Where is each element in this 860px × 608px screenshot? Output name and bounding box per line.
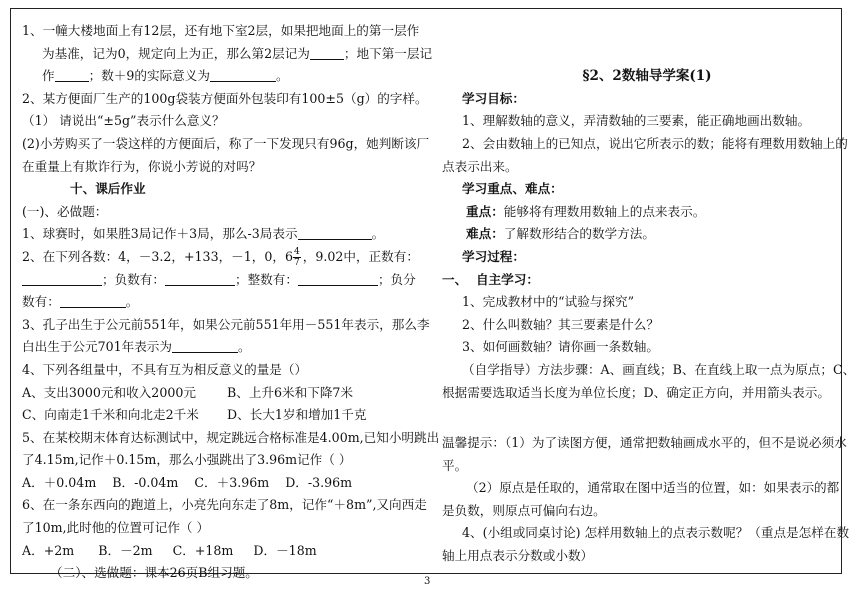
left-column	[22, 20, 440, 585]
answer-blank[interactable]	[210, 67, 276, 82]
guide-line2: 根据需要选取适当长度为单位长度；D、确定正方向，并用箭头表示。	[442, 384, 830, 400]
answer-blank[interactable]	[298, 271, 378, 286]
h2-text: 。	[125, 294, 139, 310]
goal-1: 1、理解数轴的意义，弄清数轴的三要素，能正确地画出数轴。	[462, 113, 811, 129]
answer-blank[interactable]	[172, 338, 238, 353]
tip-line1: 温馨提示：（1）为了读图方便，通常把数轴画成水平的，但不是说必须水	[442, 435, 847, 451]
difficulty-text: 了解数形结合的数学方法。	[503, 226, 655, 242]
q1-text: 为基准，记为0，规定向上为正，那么第2层记为	[42, 45, 310, 61]
h1-text: 。	[371, 226, 385, 242]
answer-blank[interactable]	[165, 271, 235, 286]
h3-line2	[22, 336, 427, 359]
h2-line1	[22, 246, 427, 269]
key-text: 能够将有理数用数轴上的点来表示。	[503, 203, 706, 219]
step-2: 2、什么叫数轴？其三要素是什么？	[462, 316, 659, 332]
tip-line3: （2）原点是任取的，通常取在图中适当的位置，如：如果表示的都	[466, 480, 840, 496]
h2-text: ，9.02中，正数有：	[302, 248, 419, 264]
process-label: 学习过程：	[462, 248, 525, 264]
step-3: 3、如何画数轴？请你画一条数轴。	[462, 339, 659, 355]
h2-text: 2、在下列各数：4，－3.2，+133，－1，0，6	[22, 248, 293, 264]
key-line	[442, 201, 852, 224]
h4-options-2	[22, 404, 427, 427]
q1-text: 。	[275, 68, 289, 84]
option-d: D、长大1岁和增加1千克	[227, 407, 367, 423]
homework-title: 十、课后作业	[70, 181, 146, 197]
q2-line3: (2)小芳购买了一袋这样的方便面后，称了一下发现只有96g，她判断该厂	[22, 135, 430, 151]
q1-text: ；地下第一层记	[343, 45, 433, 61]
q1-text: ；数＋9的实际意义为	[88, 68, 210, 84]
answer-blank[interactable]	[22, 271, 102, 286]
tip-line2: 平。	[442, 457, 468, 473]
goal-2a: 2、会由数轴上的已知点，说出它所表示的数；能将有理数用数轴上的	[462, 135, 848, 151]
tip-line4: 是负数，则原点可偏向右边。	[442, 502, 606, 518]
guide-line1: （自学指导）方法步骤：A、画直线；B、在直线上取一点为原点；C、	[462, 361, 856, 377]
h2-text: 数有：	[22, 294, 60, 310]
q2-line2: （1） 请说出“±5g”表示什么意义？	[22, 113, 225, 129]
fraction-denominator: 7	[294, 257, 300, 268]
goals-label: 学习目标：	[462, 90, 525, 106]
lesson-title: §2、2数轴导学案(1)	[582, 68, 712, 85]
q4-line1: 4、(小组或同桌讨论) 怎样用数轴上的点表示数呢？（重点是怎样在数	[462, 525, 850, 541]
answer-blank[interactable]	[310, 45, 344, 60]
self-study-heading: 一、 自主学习：	[442, 271, 539, 287]
part2-title: （二）、选做题：课本26页B组习题。	[50, 565, 258, 581]
q1-line2	[22, 43, 433, 66]
drawing-space[interactable]	[442, 404, 852, 432]
h3-text: 白出生于公元701年表示为	[22, 339, 172, 355]
fraction-numerator: 4	[294, 246, 300, 257]
h5-line2: 了4.15m,记作＋0.15m，那么小强跳出了3.96m记作（ ）	[22, 452, 352, 468]
h6-line1: 6、在一条东西向的跑道上，小亮先向东走了8m，记作“＋8m”,又向西走	[22, 497, 427, 513]
h2-text: ；整数有：	[234, 271, 298, 287]
part1-title: (一)、必做题：	[22, 203, 108, 219]
h5-options: A．＋0.04m B．-0.04m C．＋3.96m D．-3.96m	[22, 474, 353, 490]
h2-line2	[22, 269, 427, 292]
key-label: 重点：	[466, 203, 504, 219]
h1-line	[22, 223, 427, 246]
option-a: A、支出3000元和收入2000元	[22, 384, 196, 400]
answer-blank[interactable]	[55, 67, 89, 82]
q1-line1: 1、一幢大楼地面上有12层，还有地下室2层，如果把地面上的第一层作	[22, 23, 420, 38]
h6-line2: 了10m,此时他的位置可记作（ ）	[22, 520, 210, 536]
spacer	[442, 43, 852, 66]
fraction	[293, 247, 301, 268]
right-column	[442, 20, 856, 568]
option-c: C、向南走1千米和向北走2千米	[22, 407, 199, 423]
q2-line4: 在重量上有欺诈行为，你说小芳说的对吗？	[22, 158, 262, 174]
q2-line1: 2、某方便面厂生产的100g袋装方便面外包装印有100±5（g）的字样。	[22, 90, 428, 106]
difficulty-label: 难点：	[466, 226, 504, 242]
h1-text: 1、球赛时，如果胜3局记作＋3局，那么-3局表示	[22, 226, 298, 242]
difficulty-line	[442, 223, 852, 246]
answer-blank[interactable]	[298, 225, 372, 240]
q4-line2: 轴上用点表示分数或小数）	[442, 548, 594, 564]
h5-line1: 5、在某校期末体育达标测试中，规定跳远合格标准是4.00m,已知小明跳出	[22, 429, 440, 445]
page-number: 3	[424, 576, 431, 587]
h3-text: 。	[237, 339, 251, 355]
keys-label: 学习重点、难点：	[462, 181, 563, 197]
h2-line3	[22, 291, 427, 314]
q1-line3	[22, 65, 427, 88]
option-b: B、上升6米和下降7米	[227, 384, 354, 400]
h4-options-1	[22, 382, 427, 405]
answer-blank[interactable]	[60, 293, 126, 308]
goal-2b: 点表示出来。	[442, 158, 518, 174]
h3-line1: 3、孔子出生于公元前551年，如果公元前551年用－551年表示，那么李	[22, 316, 430, 332]
h2-text: ；负分	[377, 271, 416, 287]
q1-text: 作	[42, 68, 55, 84]
h4-question: 4、下列各组量中，不具有互为相反意义的量是（）	[22, 361, 308, 377]
spacer	[442, 20, 852, 43]
step-1: 1、完成教材中的“试验与探究”	[462, 294, 635, 310]
h6-options: A．+2m B．－2m C．+18m D．－18m	[22, 542, 317, 558]
h2-text: ；负数有：	[102, 271, 165, 287]
